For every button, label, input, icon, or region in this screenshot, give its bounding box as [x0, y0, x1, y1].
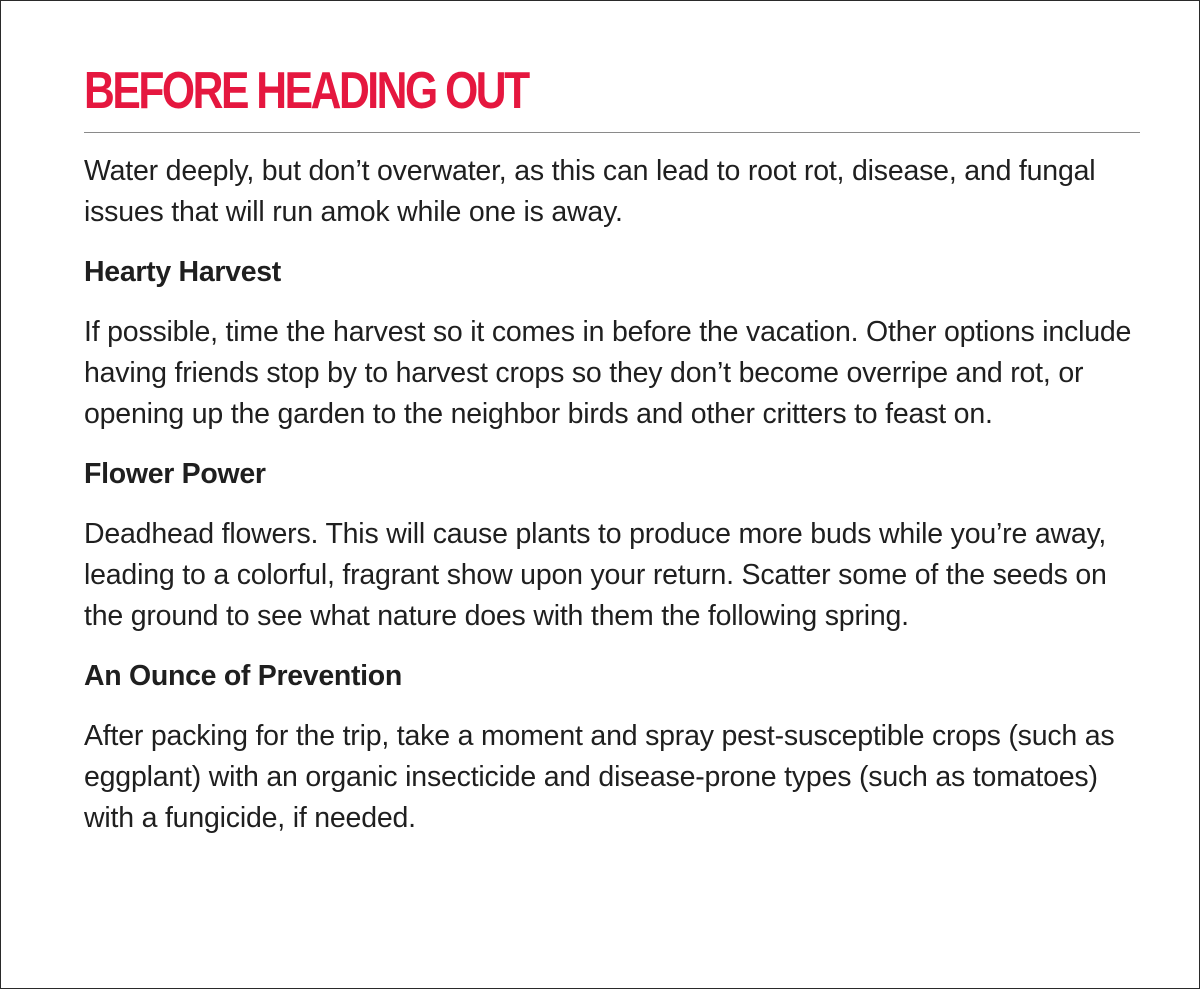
paragraph-ounce-of-prevention: After packing for the trip, take a moment and spray pest-susceptible crops (such as eggplant) with an organic insecticide and disease-prone types (such as tomatoes) with a fungicide, if needed. [84, 720, 1115, 834]
heading-hearty-harvest: Hearty Harvest [84, 256, 281, 288]
intro-paragraph: Water deeply, but don’t overwater, as this can lead to root rot, disease, and fungal issues that will run amok while one is away. [84, 155, 1096, 228]
panel-title: BEFORE HEADING OUT [84, 62, 528, 120]
panel-content [84, 59, 1144, 839]
paragraph-flower-power: Deadhead flowers. This will cause plants to produce more buds while you’re away, leading to a colorful, fragrant show upon your return. Scatter some of the seeds on the ground to see what nature does with them the following spring. [84, 518, 1107, 632]
paragraph-hearty-harvest: If possible, time the harvest so it comes in before the vacation. Other options include having friends stop by to harvest crops so they don’t become overripe and rot, or opening up the garden to the neighbor birds and other critters to feast on. [84, 316, 1132, 430]
heading-ounce-of-prevention: An Ounce of Prevention [84, 660, 403, 692]
title-divider [84, 132, 1140, 133]
heading-flower-power: Flower Power [84, 458, 266, 490]
